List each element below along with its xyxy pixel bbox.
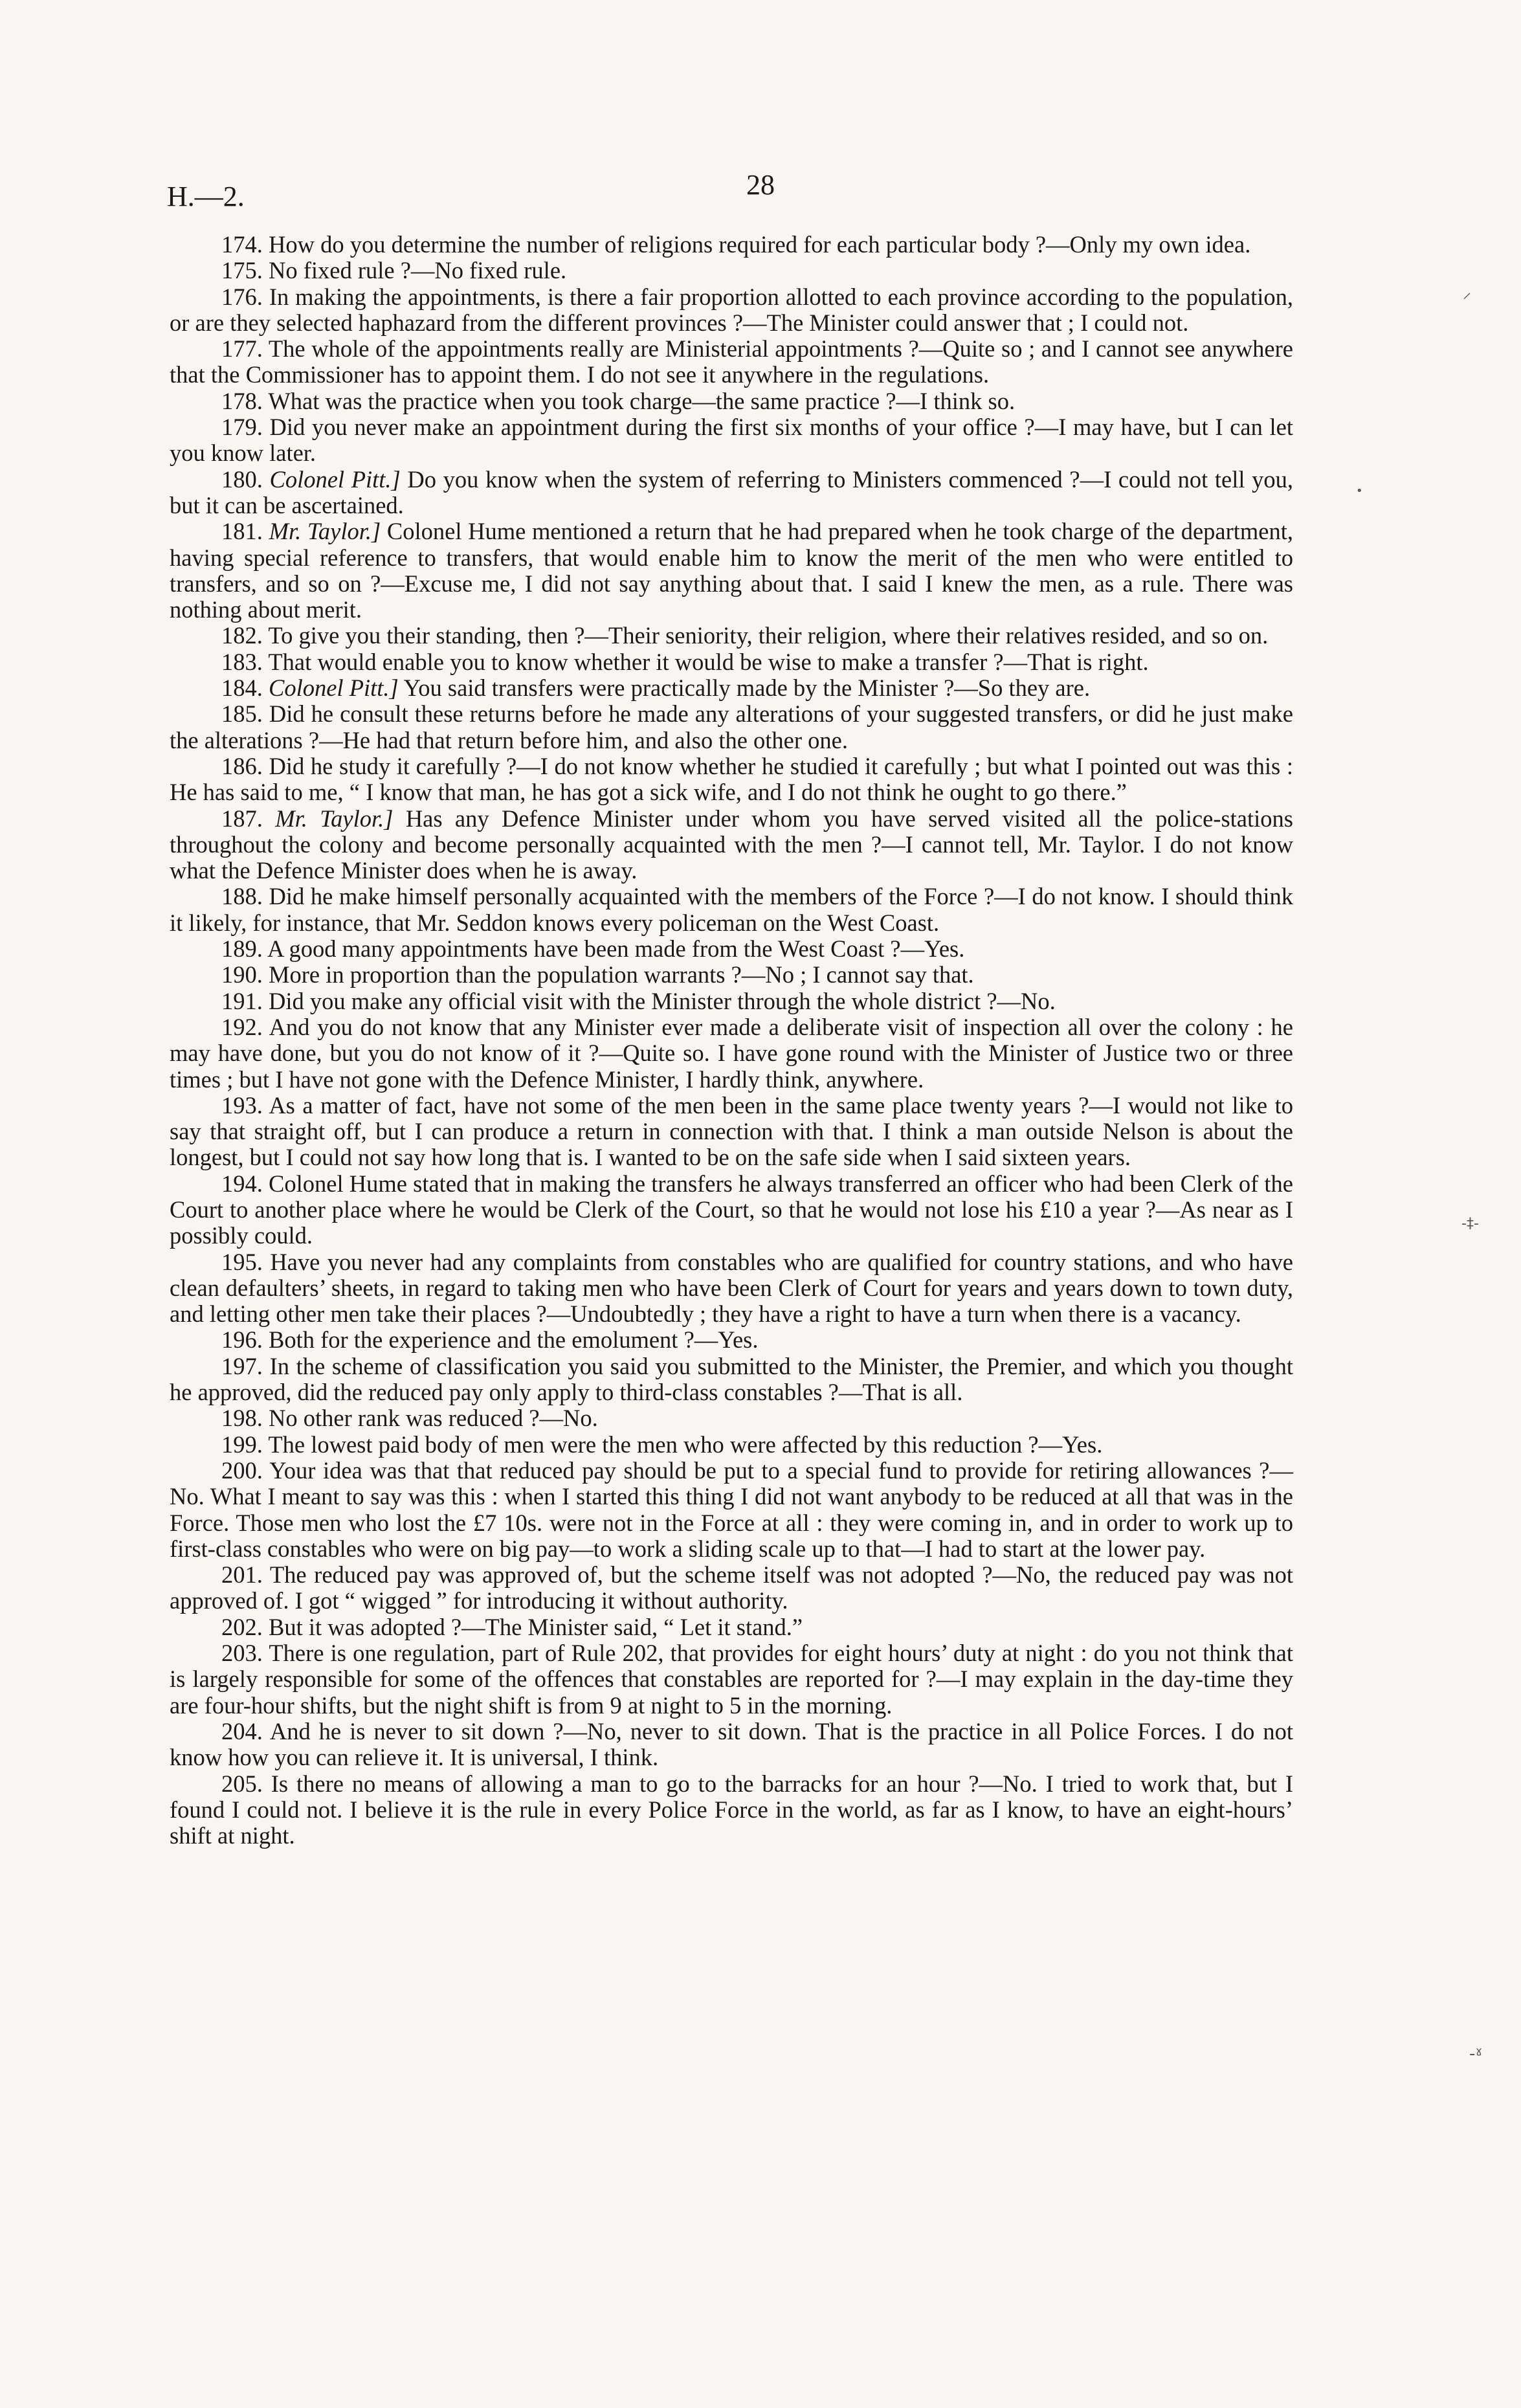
page-header xyxy=(167,168,1354,220)
question-number: 199. xyxy=(221,1431,263,1458)
document-code: H.—2. xyxy=(167,181,245,212)
question-number: 195. xyxy=(221,1248,263,1275)
question-answer-text: Your idea was that that reduced pay should be put to a special fund to provide for retiring allowances ?—No. What I meant to say was this : when I started this thing I did not want anybody to be reduced at all that was in the Force. Those men who lost the £7 10s. were not in the Force at all : they were coming in, and in order to work up to first-class constables who were on big pay—to work a sliding scale up to that—I had to start at the lower pay. xyxy=(170,1456,1293,1562)
qa-paragraph xyxy=(170,336,1293,388)
question-answer-text: What was the practice when you took charge—the same practice ?—I think so. xyxy=(268,387,1016,414)
question-answer-text: You said transfers were practically made by the Minister ?—So they are. xyxy=(403,674,1091,702)
question-number: 183. xyxy=(221,648,263,675)
qa-paragraph xyxy=(170,1640,1293,1719)
question-answer-text: No other rank was reduced ?—No. xyxy=(269,1405,598,1432)
question-answer-text: Both for the experience and the emolument ?—Yes. xyxy=(269,1326,759,1354)
speaker-label: Colonel Pitt.] xyxy=(269,465,401,493)
question-answer-text: In making the appointments, is there a fair proportion allotted to each province according to the population, or are they selected haphazard from the different provinces ?—The Minister could answer that ; I could not. xyxy=(170,283,1293,336)
qa-paragraph xyxy=(170,1771,1293,1849)
question-number: 201. xyxy=(221,1561,263,1589)
question-number: 185. xyxy=(221,700,263,728)
question-answer-text: Did he make himself personally acquainted with the members of the Force ?—I do not know. I should think it likely, for instance, that Mr. Seddon knows every policeman on the West Coast. xyxy=(170,883,1293,936)
question-number: 189. xyxy=(221,935,263,963)
margin-mark: -‡- xyxy=(1461,1216,1479,1232)
question-number: 204. xyxy=(221,1717,263,1745)
question-answer-text: Do you know when the system of referring to Ministers commenced ?—I could not tell you, but it can be ascertained. xyxy=(170,465,1294,518)
question-number: 203. xyxy=(221,1640,263,1667)
question-answer-text: Did you never make an appointment during the first six months of your office ?—I may have, but I can let you know later. xyxy=(170,414,1293,467)
question-answer-text: Have you never had any complaints from constables who are qualified for country stations, and who have clean defaulters’ sheets, in regard to taking men who have been Clerk of Court for years and years down to town duty, and letting other men take their places ?—Undoubtedly ; they have a right to have a turn when there is a vacancy. xyxy=(170,1248,1293,1328)
qa-paragraph xyxy=(170,1614,1293,1640)
question-answer-text: To give you their standing, then ?—Their seniority, their religion, where their relatives resided, and so on. xyxy=(268,622,1269,649)
question-number: 193. xyxy=(221,1091,263,1119)
qa-paragraph xyxy=(170,649,1293,675)
qa-paragraph xyxy=(170,623,1293,649)
question-number: 181. xyxy=(221,518,263,545)
question-number: 176. xyxy=(221,283,263,310)
qa-paragraph xyxy=(170,1562,1293,1614)
question-answer-text: Is there no means of allowing a man to go to the barracks for an hour ?—No. I tried to work that, but I found I could not. I believe it is the rule in every Police Force in the world, as far as I know, to have an eight-hours’ shift at night. xyxy=(170,1770,1293,1849)
question-answer-text: How do you determine the number of religions required for each particular body ?—Only my own idea. xyxy=(269,231,1251,258)
page-number: 28 xyxy=(746,169,775,201)
question-answer-text: Did he study it carefully ?—I do not know whether he studied it carefully ; but what I pointed out was this : He has said to me, “ I know that man, he has got a sick wife, and I do not think he ought to go there.” xyxy=(170,752,1293,806)
qa-paragraph xyxy=(170,1432,1293,1458)
qa-paragraph xyxy=(170,467,1293,519)
speaker-label: Mr. Taylor.] xyxy=(269,518,381,545)
speaker-label: Colonel Pitt.] xyxy=(269,674,399,702)
question-number: 196. xyxy=(221,1326,263,1354)
question-number: 186. xyxy=(221,752,263,779)
question-number: 191. xyxy=(221,987,263,1014)
question-number: 187. xyxy=(221,805,263,832)
question-answer-text: In the scheme of classification you said you submitted to the Minister, the Premier, and which you thought he approved, did the reduced pay only apply to third-class constables ?—That is all. xyxy=(170,1352,1294,1406)
qa-paragraph xyxy=(170,753,1293,806)
question-answer-text: Did you make any official visit with the Minister through the whole district ?—No. xyxy=(269,987,1056,1014)
question-number: 200. xyxy=(221,1456,263,1484)
qa-paragraph xyxy=(170,232,1293,258)
question-answer-text: No fixed rule ?—No fixed rule. xyxy=(269,257,567,284)
question-answer-text: And he is never to sit down ?—No, never to sit down. That is the practice in all Police Forces. I do not know how you can relieve it. It is universal, I think. xyxy=(170,1717,1293,1771)
question-number: 182. xyxy=(221,622,263,649)
qa-paragraph xyxy=(170,1171,1293,1249)
question-number: 179. xyxy=(221,414,263,441)
qa-paragraph xyxy=(170,884,1293,936)
margin-mark: • xyxy=(1356,484,1363,498)
question-number: 192. xyxy=(221,1013,263,1040)
qa-paragraph xyxy=(170,675,1293,701)
qa-paragraph xyxy=(170,388,1293,414)
question-answer-text: The lowest paid body of men were the men who were affected by this reduction ?—Yes. xyxy=(268,1431,1103,1458)
qa-paragraph xyxy=(170,284,1293,337)
question-answer-text: As a matter of fact, have not some of the men been in the same place twenty years ?—I would not like to say that straight off, but I can produce a return in connection with that. I think a man outside Nelson is about the longest, but I could not say how long that is. I wanted to be on the safe side when I said sixteen years. xyxy=(170,1091,1293,1171)
qa-paragraph xyxy=(170,962,1293,988)
qa-paragraph xyxy=(170,1405,1293,1431)
qa-paragraph xyxy=(170,988,1293,1014)
qa-paragraph xyxy=(170,518,1293,623)
question-answer-text: Colonel Hume mentioned a return that he had prepared when he took charge of the department, having special reference to transfers, that would enable him to know the merit of the men who were entitled to transfers, and so on ?—Excuse me, I did not say anything about that. I said I knew the men, as a rule. There was nothing about merit. xyxy=(170,518,1294,623)
question-answer-text: A good many appointments have been made from the West Coast ?—Yes. xyxy=(267,935,965,963)
qa-paragraph xyxy=(170,1327,1293,1353)
question-answer-text: The whole of the appointments really are Ministerial appointments ?—Quite so ; and I cannot see anywhere that the Commissioner has to appoint them. I do not see it anywhere in the regulations. xyxy=(170,335,1293,388)
question-number: 202. xyxy=(221,1613,263,1640)
question-number: 188. xyxy=(221,883,263,910)
question-number: 205. xyxy=(221,1770,263,1797)
qa-paragraph xyxy=(170,1458,1293,1562)
question-number: 177. xyxy=(221,335,263,362)
speaker-label: Mr. Taylor.] xyxy=(275,805,394,832)
qa-paragraph xyxy=(170,806,1293,884)
question-number: 178. xyxy=(221,387,263,414)
qa-paragraph xyxy=(170,936,1293,962)
question-number: 184. xyxy=(221,674,263,702)
qa-paragraph xyxy=(170,1249,1293,1328)
question-number: 197. xyxy=(221,1352,263,1379)
margin-mark: -ˠ xyxy=(1469,2044,1483,2064)
question-answer-text: And you do not know that any Minister ever made a deliberate visit of inspection all over the colony : he may have done, but you do not know of it ?—Quite so. I have gone round with the Minister of Justice two or three times ; but I have not gone with the Defence Minister, I hardly think, anywhere. xyxy=(170,1013,1293,1093)
question-answer-text: Colonel Hume stated that in making the transfers he always transferred an officer who had been Clerk of the Court to another place where he would be Clerk of the Court, so that he would not lose his £10 a year ?—As near as I possibly could. xyxy=(170,1170,1293,1249)
question-number: 198. xyxy=(221,1405,263,1432)
document-body xyxy=(170,232,1293,1849)
qa-paragraph xyxy=(170,1719,1293,1771)
question-number: 194. xyxy=(221,1170,263,1197)
question-number: 175. xyxy=(221,257,263,284)
question-number: 180. xyxy=(221,465,263,493)
question-answer-text: Did he consult these returns before he made any alterations of your suggested transfers, or did he just make the alterations ?—He had that return before him, and also the other one. xyxy=(170,700,1294,753)
question-number: 174. xyxy=(221,231,263,258)
qa-paragraph xyxy=(170,258,1293,284)
qa-paragraph xyxy=(170,414,1293,467)
question-answer-text: Has any Defence Minister under whom you have served visited all the police-stations throughout the colony and become personally acquainted with the men ?—I cannot tell, Mr. Taylor. I do not know what the Defence Minister does when he is away. xyxy=(170,805,1293,884)
question-answer-text: There is one regulation, part of Rule 202, that provides for eight hours’ duty at night : do you not think that is largely responsible for some of the offences that constables are reported for ?—I may explain in the day-time they are four-hour shifts, but the night shift is from 9 at night to 5 in the morning. xyxy=(170,1640,1293,1719)
question-answer-text: The reduced pay was approved of, but the scheme itself was not adopted ?—No, the reduced pay was not approved of. I got “ wigged ” for introducing it without authority. xyxy=(170,1561,1294,1614)
qa-paragraph xyxy=(170,701,1293,753)
margin-mark: ⸝ xyxy=(1463,283,1472,302)
question-answer-text: But it was adopted ?—The Minister said, “ Let it stand.” xyxy=(269,1613,803,1640)
question-answer-text: That would enable you to know whether it would be wise to make a transfer ?—That is right. xyxy=(268,648,1149,675)
question-number: 190. xyxy=(221,961,263,988)
qa-paragraph xyxy=(170,1354,1293,1406)
qa-paragraph xyxy=(170,1014,1293,1093)
question-answer-text: More in proportion than the population warrants ?—No ; I cannot say that. xyxy=(269,961,974,988)
qa-paragraph xyxy=(170,1093,1293,1171)
